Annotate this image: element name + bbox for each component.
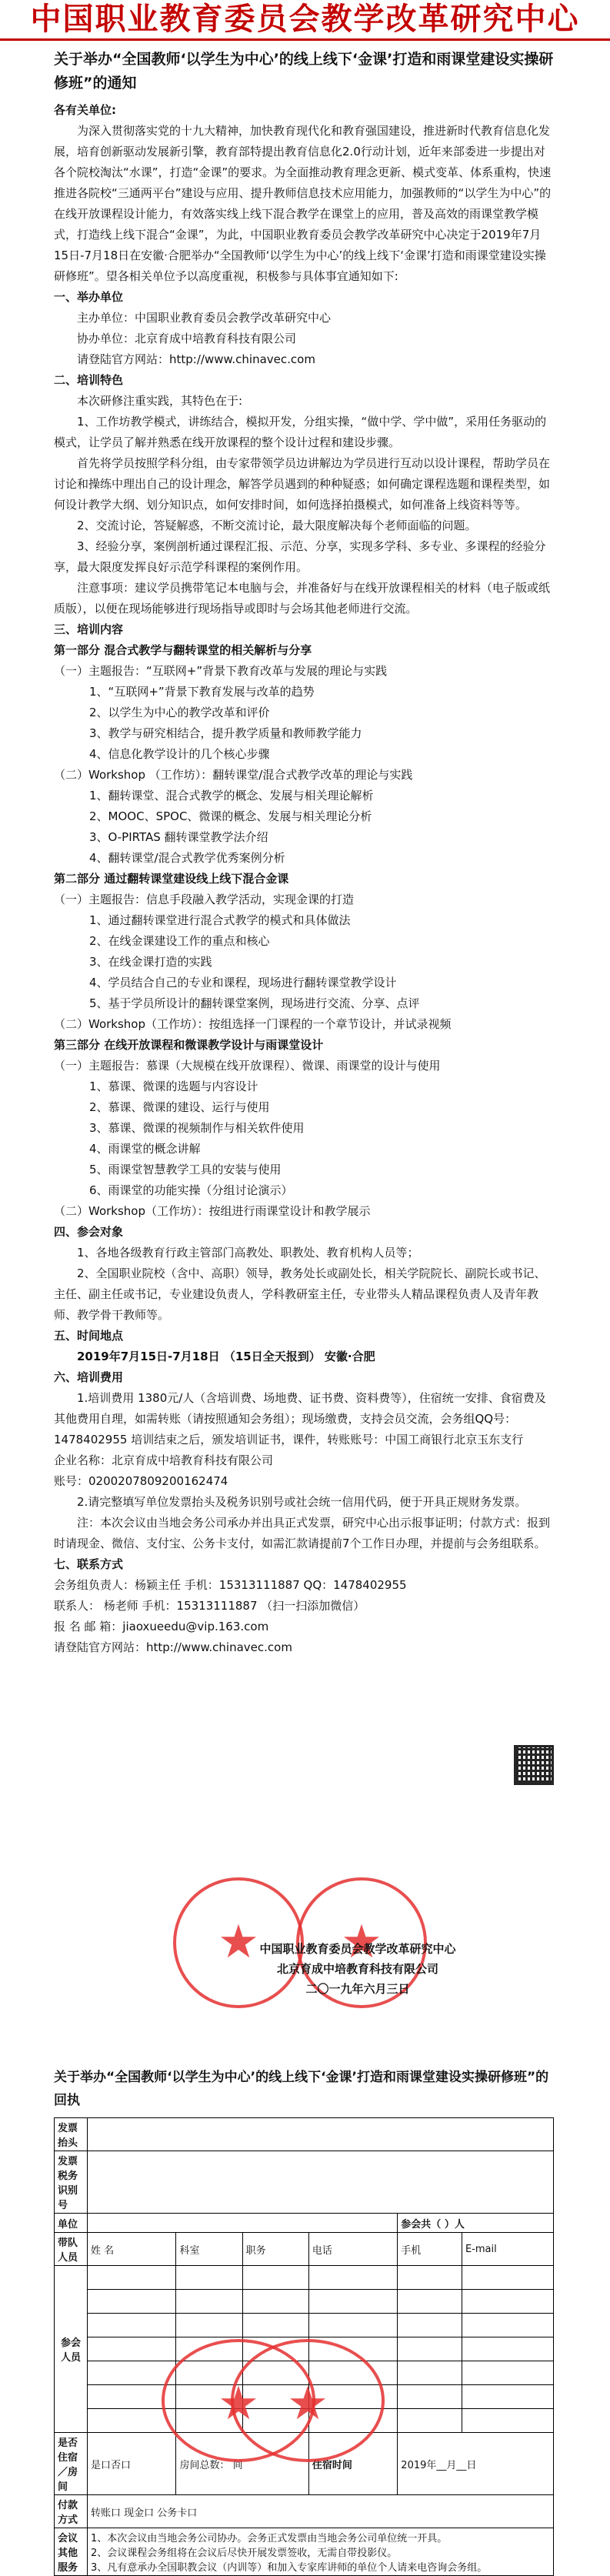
content-item: 2、在线金课建设工作的重点和核心 <box>89 934 270 948</box>
section-title: 二、培训特色 <box>54 373 124 387</box>
content-item: 1、翻转课堂、混合式教学的概念、发展与相关理论解析 <box>89 789 374 802</box>
qr-code-icon <box>514 1745 554 1785</box>
invoice-title-field[interactable] <box>88 2118 554 2151</box>
participants-label: 参会人员 <box>55 2266 88 2433</box>
content-item: 3、O-PIRTAS 翻转课堂教学法介绍 <box>89 830 268 844</box>
tax-id-label: 发票税务识别号 <box>55 2151 88 2214</box>
payment-note: 注：本次会议由当地会务公司承办并出具正式发票，研究中心出示报事证明；付款方式：报到时请现金、微信、支付宝、公务卡支付，如需汇款请提前7个工作日办理，并提前与会务组联系。 <box>54 1516 551 1550</box>
invoice-note: 2.请完整填写单位发票抬头及税务识别号或社会统一信用代码，便于开具正规财务发票。 <box>77 1495 527 1509</box>
participant-cell[interactable] <box>462 2337 553 2361</box>
col-header: 职务 <box>242 2233 308 2266</box>
stay-checkboxes[interactable]: 是口否口 <box>88 2433 176 2495</box>
website-line: 请登陆官方网站：http://www.chinavec.com <box>77 352 315 366</box>
group-title: （二）Workshop（工作坊）：按组进行雨课堂设计和教学展示 <box>54 1204 371 1218</box>
content-item: 3、慕课、微课的视频制作与相关软件使用 <box>89 1121 305 1135</box>
salutation: 各有关单位: <box>54 103 116 117</box>
group-title: （一）主题报告：慕课（大规模在线开放课程）、微课、雨课堂的设计与使用 <box>54 1059 441 1073</box>
host-line: 主办单位：中国职业教育委员会教学改革研究中心 <box>77 311 332 325</box>
signature-org: 中国职业教育委员会教学改革研究中心 <box>259 1942 456 1956</box>
participant-cell[interactable] <box>88 2266 176 2290</box>
participant-cell[interactable] <box>88 2314 176 2337</box>
feature-point: 3、经验分享，案例剖析通过课程汇报、示范、分享，实现多学科、多专业、多课程的经验分享，最大限度发挥良好示范学科课程的案例作用。 <box>54 539 546 574</box>
section-title: 六、培训费用 <box>54 1370 124 1384</box>
participant-cell[interactable] <box>398 2409 462 2433</box>
notice-title: 关于举办“全国教师‘以学生为中心’的线上线下‘金课’打造和雨课堂建设实操研修班”的通知 <box>54 51 554 92</box>
leader-label: 带队人员 <box>55 2233 88 2266</box>
participant-cell[interactable] <box>176 2290 242 2314</box>
unit-field[interactable] <box>88 2214 398 2233</box>
participant-cell[interactable] <box>462 2290 553 2314</box>
header-divider <box>0 38 610 41</box>
participant-cell[interactable] <box>462 2409 553 2433</box>
audience-line: 1、各地各级教育行政主管部门高教处、职教处、教育机构人员等； <box>77 1246 419 1260</box>
content-item: 6、雨课堂的功能实操（分组讨论演示） <box>89 1183 293 1197</box>
content-item: 4、翻转课堂/混合式教学优秀案例分析 <box>89 851 285 865</box>
feature-point: 2、交流讨论，答疑解惑，不断交流讨论，最大限度解决每个老师面临的问题。 <box>77 519 477 532</box>
red-seal-icon: ★ <box>296 1877 427 2008</box>
header <box>0 0 610 42</box>
participant-cell[interactable] <box>88 2290 176 2314</box>
content-item: 3、在线金课打造的实践 <box>89 955 212 969</box>
section-title: 五、时间地点 <box>54 1329 124 1343</box>
participant-cell[interactable] <box>176 2266 242 2290</box>
col-header: 姓 名 <box>88 2233 176 2266</box>
feature-note: 注意事项：建议学员携带笔记本电脑与会，并准备好与在线开放课程相关的材料（电子版或纸质版），以便在现场能够进行现场指导或即时与会场其他老师进行交流。 <box>54 581 551 616</box>
group-title: （二）Workshop（工作坊）：按组选择一门课程的一个章节设计，并试录视频 <box>54 1017 452 1031</box>
content-item: 5、雨课堂智慧教学工具的安装与使用 <box>89 1163 282 1176</box>
org-header-title: 中国职业教育委员会教学改革研究中心 <box>30 1 580 37</box>
room-count[interactable]: 房间总数： 间 <box>176 2433 308 2495</box>
payment-label: 付款方式 <box>55 2495 88 2528</box>
intro-paragraph: 为深入贯彻落实党的十九大精神，加快教育现代化和教育强国建设，推进新时代教育信息化发展，培育创新驱动发展新引擎，教育部特提出教育信息化2.0行动计划，近年来部委进一步提出对各个院校淘汰“水课”，打造“金课”的要求。为全面推动教育理念更新、模式变革、体系重构，快速推进各院校“三通两平台”建设与应用、提升教师信息技术应用能力，加强教师的“以学生为中心”的在线开放课程设计能力，有效落实线上线下混合教学在课堂上的应用，普及高效的雨课堂教学模式，打造线上线下混合“金课”，为此，中国职业教育委员会教学改革研究中心决定于2019年7月15日-7月18日在安徽·合肥举办“全国教师‘以学生为中心’的线上线下‘金课’打造和雨课堂建设实操研修班”。望各相关单位予以高度重视，积极参与具体事宜通知如下: <box>54 124 552 283</box>
participant-cell[interactable] <box>242 2266 308 2290</box>
participant-cell[interactable] <box>398 2337 462 2361</box>
red-seal-icon: ★ <box>173 1877 304 2008</box>
website-line: 请登陆官方网站：http://www.chinavec.com <box>54 1640 292 1654</box>
content-item: 1、“互联网+”背景下教育发展与改革的趋势 <box>89 685 315 699</box>
participant-cell[interactable] <box>462 2314 553 2337</box>
stay-label: 是否住宿／房间 <box>55 2433 88 2495</box>
participant-cell[interactable] <box>398 2290 462 2314</box>
participant-cell[interactable] <box>398 2361 462 2385</box>
invoice-title-label: 发票抬头 <box>55 2118 88 2151</box>
feature-lead: 本次研修注重实践，其特色在于: <box>77 394 243 408</box>
part-title: 第一部分 混合式教学与翻转课堂的相关解析与分享 <box>54 643 312 657</box>
feature-point: 首先将学员按照学科分组，由专家带领学员边讲解边为学员进行互动以设计课程，帮助学员在讨论和操练中理出自己的设计理念，解答学员遇到的种种疑惑；如何确定课程选题和课程类型，如何设计教学大纲、划分知识点，如何安排时间，如何选择拍摄模式，如何准备上线资料等等。 <box>54 456 551 512</box>
contact-line: 联系人： 杨老师 手机：15313111887 （扫一扫添加微信） <box>54 1599 365 1613</box>
tax-id-field[interactable] <box>88 2151 554 2214</box>
content-item: 4、信息化教学设计的几个核心步骤 <box>89 747 270 761</box>
notes-cell <box>88 2528 554 2576</box>
participant-cell[interactable] <box>176 2314 242 2337</box>
notice-body <box>54 100 554 1658</box>
participant-cell[interactable] <box>308 2266 397 2290</box>
email-line: 报 名 邮 箱：jiaoxueedu@vip.163.com <box>54 1620 269 1633</box>
participant-cell[interactable] <box>398 2266 462 2290</box>
time-place: 2019年7月15日-7月18日 （15日全天报到） 安徽·合肥 <box>77 1350 375 1363</box>
col-header: 科室 <box>176 2233 242 2266</box>
signature-block <box>231 1939 485 1999</box>
group-title: （一）主题报告：信息手段融入教学活动，实现金课的打造 <box>54 893 355 906</box>
section-title: 一、举办单位 <box>54 290 124 304</box>
notes-label: 会议其他服务 <box>55 2528 88 2576</box>
participant-cell[interactable] <box>242 2290 308 2314</box>
content-item: 1、慕课、微课的选题与内容设计 <box>89 1079 258 1093</box>
bank-account: 账号：0200207809200162474 <box>54 1474 228 1488</box>
content-item: 2、以学生为中心的教学改革和评价 <box>89 706 270 719</box>
stay-date-field[interactable]: 2019年__月__日 <box>398 2433 554 2495</box>
company-name: 企业名称：北京育成中培教育科技有限公司 <box>54 1453 274 1467</box>
feature-point: 1、工作坊教学模式，讲练结合，模拟开发，分组实操，“做中学、学中做”，采用任务驱动的模式，让学员了解并熟悉在线开放课程的整个设计过程和建设步骤。 <box>54 415 547 449</box>
content-item: 4、学员结合自己的专业和课程，现场进行翻转课堂教学设计 <box>89 976 397 989</box>
col-header: E-mail <box>462 2233 553 2266</box>
note-line: 2、会议课程会务组将在会议后尽快开展发票签收，无需自带投影仪。 <box>91 2548 398 2559</box>
participant-cell[interactable] <box>88 2337 176 2361</box>
note-line: 3、凡有意承办全国职教会议（内训等）和加入专家库讲师的单位个人请来电咨询会务组。 <box>91 2562 488 2574</box>
participant-cell[interactable] <box>88 2361 176 2385</box>
section-title: 七、联系方式 <box>54 1557 124 1571</box>
section-title: 四、参会对象 <box>54 1225 124 1239</box>
content-item: 2、MOOC、SPOC、微课的概念、发展与相关理论分析 <box>89 809 372 823</box>
content-item: 3、教学与研究相结合，提升教学质量和教师教学能力 <box>89 726 362 740</box>
unit-label: 单位 <box>55 2214 88 2233</box>
signature-date: 二〇一九年六月三日 <box>305 1982 410 1996</box>
participant-cell[interactable] <box>462 2385 553 2409</box>
red-seal-icon: ★ <box>231 2339 385 2462</box>
participant-cell[interactable] <box>308 2290 397 2314</box>
part-title: 第三部分 在线开放课程和微课教学设计与雨课堂设计 <box>54 1038 324 1052</box>
col-header: 手机 <box>398 2233 462 2266</box>
content-item: 5、基于学员所设计的翻转课堂案例，现场进行交流、分享、点评 <box>89 996 420 1010</box>
signature-org: 北京育成中培教育科技有限公司 <box>276 1962 438 1976</box>
participant-cell[interactable] <box>462 2361 553 2385</box>
content-item: 4、雨课堂的概念讲解 <box>89 1142 201 1156</box>
co-host-line: 协办单位：北京育成中培教育科技有限公司 <box>77 332 297 345</box>
content-item: 1、通过翻转课堂进行混合式教学的模式和具体做法 <box>89 913 351 927</box>
participant-cell[interactable] <box>242 2314 308 2337</box>
payment-checkboxes[interactable]: 转账口 现金口 公务卡口 <box>88 2495 554 2528</box>
participant-cell[interactable] <box>398 2314 462 2337</box>
participant-cell[interactable] <box>398 2385 462 2409</box>
group-title: （二）Workshop （工作坊）：翻转课堂/混合式教学改革的理论与实践 <box>54 768 413 782</box>
section-title: 三、培训内容 <box>54 622 124 636</box>
participant-cell[interactable] <box>308 2314 397 2337</box>
reply-form-title: 关于举办“全国教师‘以学生为中心’的线上线下‘金课’打造和雨课堂建设实操研修班”的回执 <box>54 2070 549 2108</box>
participant-cell[interactable] <box>462 2266 553 2290</box>
fee-line: 1.培训费用 1380元/人（含培训费、场地费、证书费、资料费等），住宿统一安排、食宿费及其他费用自理，如需转账（请按照通知会务组）；现场缴费，支持会员交流，会务组QQ号：1478402955 培训结束之后，颁发培训证书，课件，转账账号：中国工商银行北京玉东支行 <box>54 1391 546 1446</box>
red-seal-icon: ★ <box>162 2339 315 2462</box>
part-title: 第二部分 通过翻转课堂建设线上线下混合金课 <box>54 872 289 886</box>
attendee-count: 参会共（ ）人 <box>398 2214 554 2233</box>
note-line: 1、本次会议由当地会务公司协办。会务正式发票由当地会务公司单位统一开具。 <box>91 2533 448 2544</box>
content-item: 2、慕课、微课的建设、运行与使用 <box>89 1100 270 1114</box>
stay-date-label: 住宿时间 <box>308 2433 397 2495</box>
audience-line: 2、全国职业院校（含中、高职）领导，教务处长或副处长，相关学院院长、副院长或书记、主任、副主任或书记，专业建设负责人，学科教研室主任，专业带头人精品课程负责人及青年教师、教学骨干教师等。 <box>54 1266 546 1322</box>
group-title: （一）主题报告：“互联网+”背景下教育改革与发展的理论与实践 <box>54 664 388 678</box>
col-header: 电话 <box>308 2233 397 2266</box>
contact-line: 会务组负责人：杨颖主任 手机：15313111887 QQ：1478402955 <box>54 1578 407 1592</box>
